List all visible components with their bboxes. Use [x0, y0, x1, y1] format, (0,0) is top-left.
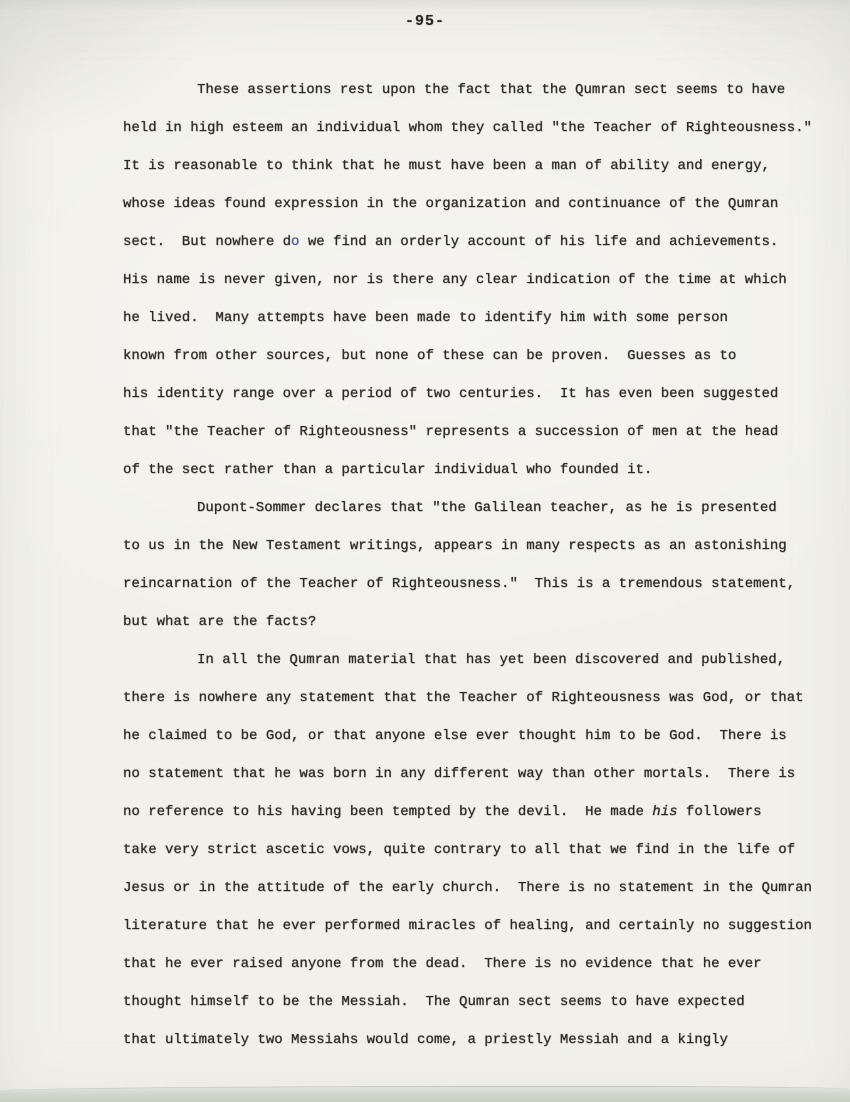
text-line: [123, 717, 839, 755]
line-text: These assertions rest upon the fact that the Qumran sect seems to have: [197, 82, 786, 98]
text-line: [123, 527, 839, 565]
line-text: no statement that he was born in any different way than other mortals. There is: [123, 766, 796, 782]
text-line: [123, 831, 839, 869]
line-text: there is nowhere any statement that the Teacher of Righteousness was God, or that: [123, 690, 804, 706]
line-text: but what are the facts?: [123, 614, 317, 630]
line-text: literature that he ever performed miracles of healing, and certainly no suggestion: [123, 918, 812, 934]
line-text: It is reasonable to think that he must have been a man of ability and energy,: [123, 158, 770, 174]
line-text: In all the Qumran material that has yet been discovered and published,: [197, 652, 786, 668]
page-number: -95-: [404, 13, 445, 30]
page-bottom-edge: [0, 1086, 850, 1102]
text-line: [123, 147, 839, 185]
text-line: [123, 71, 839, 109]
text-line: [123, 755, 839, 793]
text-line: [123, 793, 839, 831]
handwritten-correction: o: [291, 234, 300, 250]
line-text: Dupont-Sommer declares that "the Galilean teacher, as he is presented: [197, 500, 777, 516]
line-text: he claimed to be God, or that anyone else ever thought him to be God. There is: [123, 728, 787, 744]
line-text: Jesus or in the attitude of the early church. There is no statement in the Qumran: [123, 880, 812, 896]
line-text: take very strict ascetic vows, quite contrary to all that we find in the life of: [123, 842, 796, 858]
text-line: [123, 1021, 839, 1059]
text-line: [123, 603, 839, 641]
line-text: held in high esteem an individual whom they called "the Teacher of Righteousness.": [123, 120, 812, 136]
text-line: [123, 223, 839, 261]
text-line: [123, 261, 839, 299]
line-text: followers: [677, 804, 762, 820]
text-line: [123, 413, 839, 451]
line-text: whose ideas found expression in the organization and continuance of the Qumran: [123, 196, 779, 212]
text-line: [123, 451, 839, 489]
text-line: [123, 907, 839, 945]
text-block: [123, 71, 839, 1059]
text-line: [123, 185, 839, 223]
line-text: that ultimately two Messiahs would come, a priestly Messiah and a kingly: [123, 1032, 728, 1048]
text-line: [123, 945, 839, 983]
line-text: that he ever raised anyone from the dead. There is no evidence that he ever: [123, 956, 762, 972]
line-text: to us in the New Testament writings, appears in many respects as an astonishing: [123, 538, 787, 554]
line-text: no reference to his having been tempted by the devil. He made: [123, 804, 653, 820]
emphasized-word: his: [652, 804, 678, 820]
text-line: [123, 489, 839, 527]
text-line: [123, 565, 839, 603]
text-line: [123, 337, 839, 375]
line-text: known from other sources, but none of these can be proven. Guesses as to: [123, 348, 737, 364]
text-line: [123, 299, 839, 337]
text-line: [123, 869, 839, 907]
text-line: [123, 109, 839, 147]
text-line: [123, 983, 839, 1021]
line-text: that "the Teacher of Righteousness" represents a succession of men at the head: [123, 424, 779, 440]
line-text: His name is never given, nor is there any clear indication of the time at which: [123, 272, 787, 288]
line-text: of the sect rather than a particular individual who founded it.: [123, 462, 653, 478]
line-text: sect. But nowhere d: [123, 234, 292, 250]
text-line: [123, 375, 839, 413]
line-text: he lived. Many attempts have been made to identify him with some person: [123, 310, 728, 326]
line-text: his identity range over a period of two centuries. It has even been suggested: [123, 386, 779, 402]
line-text: we find an orderly account of his life and achievements.: [299, 234, 779, 250]
text-line: [123, 679, 839, 717]
text-line: [123, 641, 839, 679]
line-text: reincarnation of the Teacher of Righteousness." This is a tremendous statement,: [123, 576, 796, 592]
line-text: thought himself to be the Messiah. The Qumran sect seems to have expected: [123, 994, 745, 1010]
